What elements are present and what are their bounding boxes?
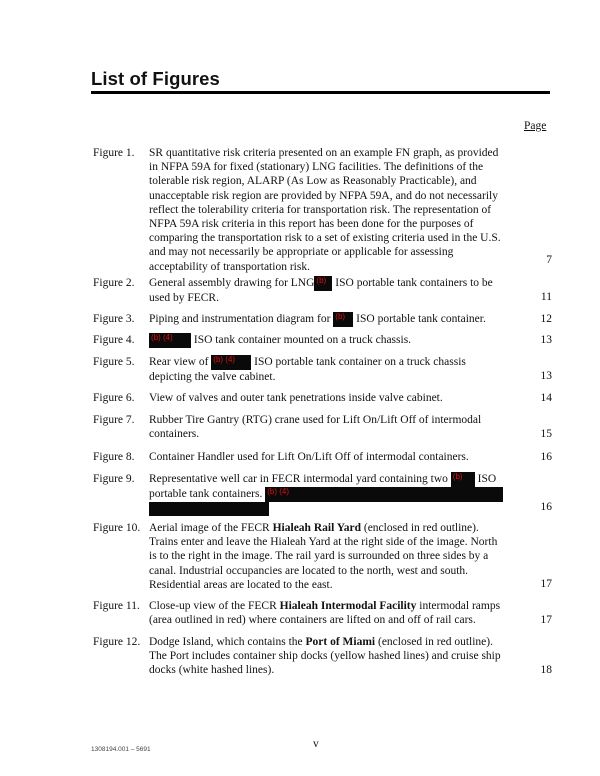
redaction-box: (b) (4) (211, 355, 251, 370)
figure-caption: Rubber Tire Gantry (RTG) crane used for Lift On/Lift Off of intermodal containers. (149, 414, 482, 441)
figure-number: Figure 8. (93, 451, 135, 463)
figure-number: Figure 1. (93, 147, 135, 159)
figure-page: 13 (540, 370, 552, 382)
figure-number: Figure 7. (93, 414, 135, 426)
figure-caption: SR quantitative risk criteria presented on an example FN graph, as provided in NFPA 59A for fixed (stationary) LNG facilities. The definitions of the tolerable risk region, ALARP (As Low as Reasonably Practicable), and unacceptable risk region are provided by NFPA 59A, and do not necessarily reflect the tolerability criteria for transportation risk. The representation of NFPA 59A risk criteria in this report has been done for the purposes of comparing the transportation risk to a set of existing criteria used in the U.S. and may not necessarily be appropriate or applicable for assessing acceptability of transportation risk. (149, 147, 501, 273)
figure-page: 17 (540, 614, 552, 626)
figure-page: 16 (540, 451, 552, 463)
figure-caption: Dodge Island, which contains the Port of Miami (enclosed in red outline). The Port includes container ship docks (yellow hashed lines) and cruise ship docks (white hashed lines). (149, 636, 501, 677)
figure-page: 15 (540, 428, 552, 440)
figure-page: 12 (540, 313, 552, 325)
figure-number: Figure 11. (93, 600, 140, 612)
page-number: v (313, 738, 319, 750)
figure-caption: Container Handler used for Lift On/Lift Off of intermodal containers. (149, 451, 469, 463)
figure-page: 18 (540, 664, 552, 676)
figure-page: 7 (546, 254, 552, 266)
figure-caption: View of valves and outer tank penetrations inside valve cabinet. (149, 392, 443, 404)
figure-caption: General assembly drawing for LNG (b) ISO portable tank containers to be used by FECR. (149, 276, 493, 304)
figure-caption: Representative well car in FECR intermodal yard containing two (b) ISO portable tank containers. (b) (4) (149, 472, 521, 516)
figure-page: 14 (540, 392, 552, 404)
figure-caption: Rear view of (b) (4) ISO portable tank container on a truck chassis depicting the valve cabinet. (149, 355, 466, 383)
figure-caption: Piping and instrumentation diagram for (b) ISO portable tank container. (149, 312, 486, 325)
figure-page: 17 (540, 578, 552, 590)
page-column-label: Page (524, 120, 547, 132)
redaction-box: (b) (314, 276, 332, 291)
figure-number: Figure 12. (93, 636, 141, 648)
figure-caption: (b) (4) ISO tank container mounted on a truck chassis. (151, 333, 412, 346)
figure-page: 11 (540, 291, 552, 303)
figure-number: Figure 3. (93, 313, 135, 325)
document-id: 1308194.001 – 5691 (91, 746, 151, 753)
redaction-box (149, 502, 269, 516)
figure-number: Figure 6. (93, 392, 135, 404)
figure-number: Figure 2. (93, 277, 135, 289)
redaction-box: (b) (451, 472, 475, 487)
title-rule (91, 91, 550, 94)
redaction-box: (b) (4) (149, 333, 191, 348)
figure-number: Figure 10. (93, 522, 141, 534)
figure-caption: Close-up view of the FECR Hialeah Intermodal Facility intermodal ramps (area outlined in red) where containers are lifted on and off of rail cars. (149, 600, 501, 627)
figure-number: Figure 5. (93, 356, 135, 368)
redaction-box: (b) (4) (265, 487, 503, 502)
figure-caption: Aerial image of the FECR Hialeah Rail Yard (enclosed in red outline). Trains enter and leave the Hialeah Yard at the right side of the image. North is to the right in the image. The rail yard is surrounded on three sides by a canal. Industrial occupancies are located to the north, west and south. Residential areas are located to the east. (149, 522, 498, 591)
figure-page: 16 (540, 501, 552, 513)
figure-number: Figure 4. (93, 334, 135, 346)
figure-number: Figure 9. (93, 473, 135, 485)
figure-page: 13 (540, 334, 552, 346)
page-title: List of Figures (91, 68, 220, 89)
redaction-box: (b) (333, 312, 353, 327)
